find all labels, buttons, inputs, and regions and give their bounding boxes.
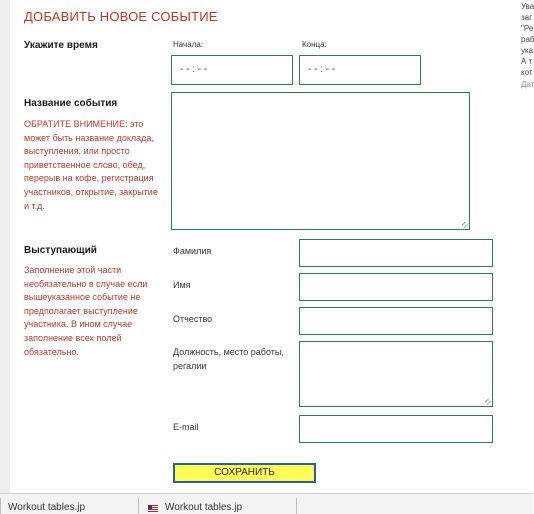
time-section-label: Укажите время [24, 40, 98, 51]
taskbar-divider [296, 498, 297, 514]
right-panel-line: заг [521, 13, 533, 22]
end-time-input[interactable]: - - : - - [299, 55, 421, 85]
right-panel-date: Дат [521, 80, 534, 89]
taskbar-item-1[interactable]: Workout tables.jp [8, 502, 86, 513]
event-title-textarea[interactable] [171, 92, 470, 230]
right-panel-line: А т [521, 57, 533, 66]
save-button[interactable]: СОХРАНИТЬ [173, 463, 316, 483]
right-panel-line: ука [521, 46, 534, 55]
right-panel-line: раб [521, 35, 534, 44]
patronymic-input[interactable] [299, 307, 493, 335]
form-title: ДОБАВИТЬ НОВОЕ СОБЫТИЕ [24, 9, 218, 24]
right-panel-line: "Ре [521, 24, 534, 33]
end-time-label: Конца: [302, 40, 327, 49]
right-panel-line: кот [521, 68, 533, 77]
first-name-input[interactable] [299, 273, 493, 301]
event-note: ОБРАТИТЕ ВНИМЕНИЕ: это может быть название доклада, выступления, или просто приветственное слово, обед, перерыв на кофе, регистрация участников, открытие, закрытие и т.д. [24, 119, 158, 211]
event-section-label: Название события [24, 98, 118, 109]
start-time-label: Начала: [173, 40, 204, 49]
last-name-input[interactable] [299, 239, 493, 267]
email-label: E-mail [173, 422, 199, 432]
patronymic-label: Отчество [173, 314, 213, 324]
start-time-input[interactable]: - - : - - [171, 55, 293, 85]
taskbar-divider [0, 498, 1, 514]
taskbar-divider [138, 498, 139, 514]
taskbar-item-2[interactable]: Workout tables.jp [165, 502, 243, 513]
flag-icon [148, 505, 158, 512]
resize-grip-icon[interactable] [462, 222, 468, 228]
left-margin [0, 0, 10, 493]
position-label: Должность, место работы, регалии [173, 347, 284, 371]
speaker-section-label: Выступающий [24, 245, 97, 256]
speaker-note: Заполнение этой части необязательно в случае если вышеуказанное событие не предполагает выступление участника. В ином случае заполнение всех полей обязательно. [24, 265, 148, 357]
first-name-label: Имя [173, 280, 191, 290]
right-panel-line: Ува [521, 2, 534, 11]
taskbar [0, 493, 533, 514]
email-input[interactable] [299, 415, 493, 443]
right-panel [510, 0, 533, 493]
resize-grip-icon[interactable] [485, 399, 491, 405]
position-textarea[interactable] [299, 341, 493, 407]
last-name-label: Фамилия [173, 246, 212, 256]
